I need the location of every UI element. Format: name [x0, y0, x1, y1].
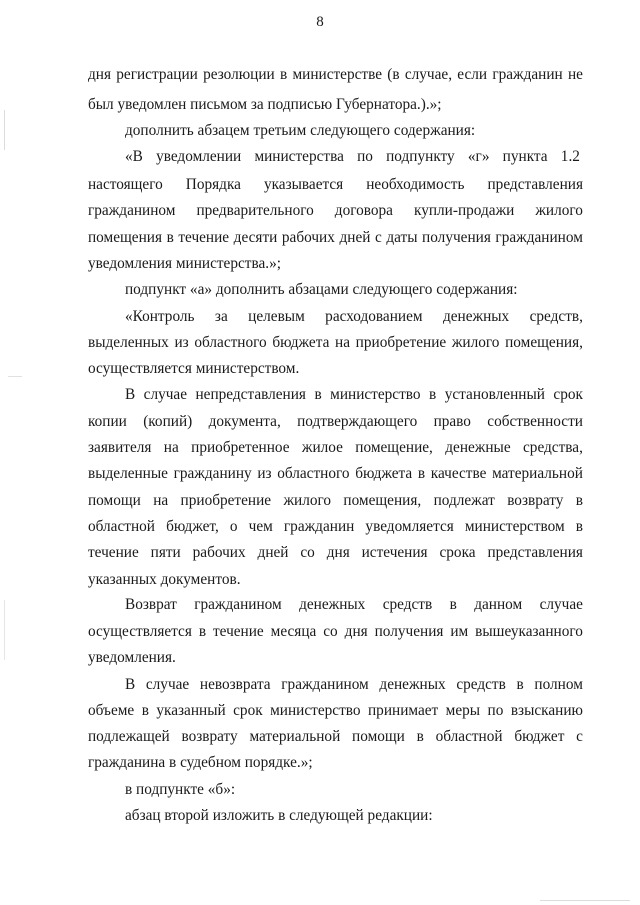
- word: расходованием: [325, 308, 423, 325]
- word: течение: [178, 229, 230, 246]
- text-line: в подпункте «б»:: [125, 781, 236, 798]
- word: возврату: [507, 492, 564, 509]
- word: принимает: [367, 702, 439, 719]
- word: помещения,: [343, 492, 422, 509]
- word: гражданину: [173, 465, 252, 482]
- word: с: [576, 728, 583, 745]
- scan-artifact: [540, 900, 630, 901]
- word: срок: [553, 386, 583, 403]
- scan-artifact: [4, 600, 5, 660]
- word: дня: [344, 623, 368, 640]
- word: гражданином: [281, 676, 369, 693]
- word: областного: [194, 334, 267, 351]
- word: средств,: [529, 308, 583, 325]
- word: приобретение: [180, 492, 272, 509]
- word: на: [163, 439, 179, 456]
- text-line: [88, 438, 583, 458]
- word: о: [229, 518, 238, 535]
- word: материальной: [249, 728, 341, 745]
- word: бюджет: [514, 728, 565, 745]
- text-line: [88, 65, 583, 85]
- word: на: [335, 334, 351, 351]
- word: представления: [487, 544, 583, 561]
- word: министерства: [254, 148, 344, 165]
- text-line: указанных документов.: [88, 571, 241, 588]
- text-line: осуществляется министерством.: [88, 360, 300, 377]
- word: в: [416, 728, 424, 745]
- word: уведомляется: [365, 518, 454, 535]
- word: гражданин: [492, 66, 563, 83]
- word: резолюции: [203, 66, 275, 83]
- word: случае: [145, 676, 190, 693]
- word: осуществляется: [88, 623, 192, 640]
- word: гражданином: [88, 202, 176, 219]
- word: областного: [277, 465, 350, 482]
- word: средства,: [523, 439, 583, 456]
- text-line: [88, 543, 583, 563]
- word: гражданин: [283, 518, 355, 535]
- word: представления: [487, 176, 583, 193]
- scan-artifact: [8, 376, 22, 377]
- word: взысканию: [510, 702, 583, 719]
- word: подтверждающего: [297, 413, 418, 430]
- word: рабочих: [281, 229, 335, 246]
- text-line: дополнить абзацем третьим следующего содержания:: [125, 122, 476, 139]
- word: помещения,: [505, 334, 583, 351]
- text-line: [88, 175, 583, 195]
- word: месяца: [270, 623, 317, 640]
- text-line: был уведомлен письмом за подписью Губернатора.).»;: [88, 96, 442, 113]
- word: в: [575, 518, 583, 535]
- word: со: [323, 623, 338, 640]
- word: если: [457, 66, 488, 83]
- word: даты: [386, 229, 418, 246]
- word: «г»: [467, 148, 490, 165]
- text-line: уведомления.: [88, 649, 176, 666]
- word: в: [429, 386, 437, 403]
- word: жилого: [451, 334, 500, 351]
- word: жилого: [283, 492, 332, 509]
- text-line: [125, 675, 583, 695]
- word: средств: [382, 596, 433, 613]
- text-line: подпункт «а» дополнить абзацами следующего содержания:: [125, 281, 518, 298]
- text-line: [125, 147, 580, 167]
- word: указанный: [156, 702, 226, 719]
- word: случае: [143, 386, 188, 403]
- text-line: [88, 701, 583, 721]
- word: полном: [534, 676, 583, 693]
- word: в: [141, 702, 149, 719]
- word: областной: [88, 518, 155, 535]
- word: подлежат: [433, 492, 495, 509]
- word: пункта: [502, 148, 548, 165]
- word: помощи: [352, 728, 405, 745]
- word: десяти: [233, 229, 278, 246]
- word: из: [257, 465, 272, 482]
- text-line: [88, 464, 583, 484]
- word: подлежащей: [88, 728, 170, 745]
- word: денежные: [445, 439, 511, 456]
- word: материальной: [492, 465, 583, 482]
- word: по: [357, 148, 373, 165]
- word: копии: [88, 413, 127, 430]
- word: чем: [248, 518, 273, 535]
- word: помещения: [88, 229, 162, 246]
- word: документа,: [208, 413, 281, 430]
- word: настоящего: [88, 176, 163, 193]
- scan-artifact: [4, 110, 5, 150]
- word: гражданином: [495, 229, 583, 246]
- word: заявителя: [88, 439, 152, 456]
- word: течение: [212, 623, 264, 640]
- word: случае: [539, 596, 583, 613]
- word: «Контроль: [125, 308, 195, 325]
- word: выделенные: [88, 465, 168, 482]
- word: (в: [387, 66, 400, 83]
- text-line: абзац второй изложить в следующей редакции:: [125, 807, 433, 824]
- word: в: [279, 66, 288, 83]
- word: средств: [456, 676, 506, 693]
- word: В: [125, 386, 136, 403]
- word: течение: [88, 544, 139, 561]
- word: по: [487, 702, 504, 719]
- word: бюджета: [355, 465, 413, 482]
- word: за: [214, 308, 228, 325]
- page-number: 8: [316, 14, 324, 30]
- word: получения: [422, 229, 491, 246]
- word: подпункту: [386, 148, 455, 165]
- word: министерстве: [292, 66, 383, 83]
- text-line: [125, 595, 583, 615]
- word: дней: [257, 544, 289, 561]
- word: указывается: [263, 176, 344, 193]
- word: рабочих: [192, 544, 246, 561]
- word: приобретение: [355, 334, 447, 351]
- word: денежных: [442, 308, 510, 325]
- word: данном: [474, 596, 523, 613]
- word: бюджета: [272, 334, 330, 351]
- word: в: [198, 623, 207, 640]
- word: установленный: [444, 386, 545, 403]
- word: жилого: [535, 202, 583, 219]
- word: непредставления: [195, 386, 306, 403]
- word: случае,: [404, 66, 453, 83]
- word: 1.2: [560, 148, 580, 165]
- word: денежных: [299, 596, 366, 613]
- word: пяти: [150, 544, 181, 561]
- word: (копий): [143, 413, 193, 430]
- word: в: [417, 465, 426, 482]
- word: предварительного: [196, 202, 314, 219]
- word: В: [125, 676, 136, 693]
- word: необходимость: [366, 176, 465, 193]
- word: в: [166, 229, 174, 246]
- word: регистрации: [116, 66, 198, 83]
- word: целевым: [248, 308, 305, 325]
- word: жилое: [301, 439, 343, 456]
- word: помощи: [88, 492, 141, 509]
- word: дня: [326, 544, 350, 561]
- word: министерством: [464, 518, 565, 535]
- word: министерство: [270, 702, 361, 719]
- word: договора: [334, 202, 393, 219]
- word: право: [433, 413, 471, 430]
- word: гражданином: [194, 596, 282, 613]
- word: качестве: [430, 465, 487, 482]
- word: вышеуказанного: [475, 623, 583, 640]
- text-line: [88, 228, 583, 248]
- word: со: [300, 544, 315, 561]
- word: Порядка: [185, 176, 241, 193]
- word: в: [449, 596, 457, 613]
- text-line: [125, 307, 583, 327]
- word: им: [450, 623, 469, 640]
- word: не: [567, 66, 583, 83]
- word: министерство: [330, 386, 421, 403]
- word: с: [374, 229, 382, 246]
- word: объеме: [88, 702, 135, 719]
- word: в: [516, 676, 524, 693]
- text-line: [88, 491, 583, 511]
- text-line: гражданина в судебном порядке.»;: [88, 754, 313, 771]
- word: невозврата: [199, 676, 271, 693]
- text-line: [88, 412, 583, 432]
- text-line: [125, 385, 583, 405]
- word: «В: [125, 148, 143, 165]
- text-line: [88, 201, 583, 221]
- word: из: [174, 334, 189, 351]
- word: бюджет,: [166, 518, 219, 535]
- word: приобретенное: [191, 439, 290, 456]
- word: срока: [439, 544, 476, 561]
- word: в: [314, 386, 322, 403]
- word: областной: [435, 728, 503, 745]
- word: получения: [374, 623, 444, 640]
- word: в: [575, 492, 583, 509]
- word: на: [153, 492, 169, 509]
- word: выделенных: [88, 334, 169, 351]
- word: возврату: [181, 728, 238, 745]
- word: уведомлении: [156, 148, 242, 165]
- text-line: [88, 622, 583, 642]
- word: денежных: [379, 676, 446, 693]
- word: меры: [445, 702, 481, 719]
- text-line: [88, 727, 583, 747]
- word: срок: [233, 702, 263, 719]
- word: дней: [339, 229, 371, 246]
- word: собственности: [487, 413, 583, 430]
- word: истечения: [361, 544, 428, 561]
- text-line: уведомления министерства.»;: [88, 255, 282, 272]
- word: помещение,: [355, 439, 433, 456]
- word: купли-продажи: [414, 202, 515, 219]
- word: дня: [88, 66, 112, 83]
- word: Возврат: [125, 596, 177, 613]
- text-line: [88, 517, 583, 537]
- text-line: [88, 333, 583, 353]
